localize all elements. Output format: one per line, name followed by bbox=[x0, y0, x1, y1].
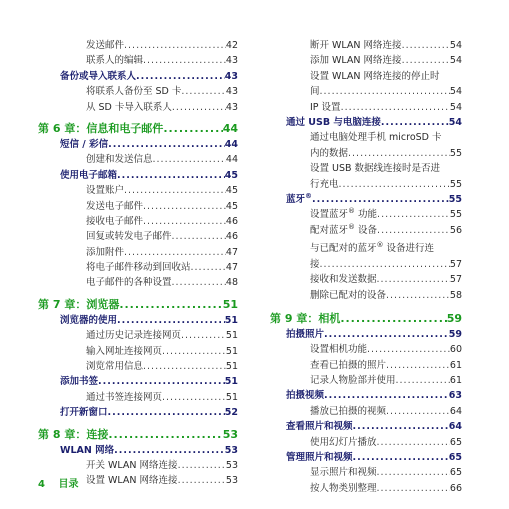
registered-mark: ® bbox=[348, 207, 356, 216]
toc-entry-label: 使用幻灯片播放 bbox=[310, 436, 377, 448]
dot-leader bbox=[353, 450, 449, 465]
toc-entry-label-cont: 接 bbox=[310, 258, 320, 270]
dot-leader bbox=[377, 435, 450, 450]
dot-leader bbox=[172, 229, 226, 244]
toc-entry-label: 接收电子邮件 bbox=[86, 215, 144, 227]
toc-entry-page: 52 bbox=[224, 407, 238, 419]
dot-leader bbox=[181, 84, 226, 99]
toc-list-left bbox=[38, 38, 238, 489]
dot-leader bbox=[320, 257, 450, 272]
toc-entry-label: 电子邮件的各种设置 bbox=[86, 277, 172, 289]
dot-leader bbox=[320, 84, 450, 99]
dot-leader bbox=[108, 427, 222, 443]
dot-leader bbox=[324, 388, 449, 403]
toc-item[interactable] bbox=[270, 272, 462, 287]
dot-leader bbox=[163, 121, 222, 137]
toc-section[interactable] bbox=[38, 69, 238, 84]
dot-leader bbox=[386, 288, 450, 303]
toc-item[interactable] bbox=[38, 359, 238, 374]
registered-mark: ® bbox=[305, 191, 313, 200]
toc-entry-page: 61 bbox=[449, 375, 462, 387]
toc-entry-label-cont: 内的数据 bbox=[310, 147, 349, 159]
toc-entry-label: 第 8 章：连接 bbox=[38, 427, 109, 441]
toc-item[interactable] bbox=[270, 161, 462, 192]
page-footer bbox=[38, 475, 88, 490]
footer-page-number: 4 bbox=[38, 479, 45, 490]
dot-leader bbox=[402, 38, 450, 53]
dot-leader bbox=[124, 38, 226, 53]
toc-entry-last-line bbox=[310, 177, 462, 192]
toc-entry-page: 60 bbox=[449, 344, 462, 356]
dot-leader bbox=[191, 260, 226, 275]
toc-entry-page: 44 bbox=[224, 138, 238, 150]
toc-entry-page: 44 bbox=[222, 121, 238, 135]
toc-entry-page: 54 bbox=[449, 101, 462, 113]
toc-entry-label: 创建和发送信息 bbox=[86, 154, 153, 166]
toc-entry-page: 46 bbox=[225, 231, 238, 243]
toc-item[interactable] bbox=[38, 38, 238, 53]
toc-entry-label: 将电子邮件移动到回收站 bbox=[86, 262, 191, 274]
toc-entry-page: 61 bbox=[449, 359, 462, 371]
dot-leader bbox=[117, 313, 225, 328]
toc-item[interactable] bbox=[270, 342, 462, 357]
toc-entry-page: 65 bbox=[449, 467, 462, 479]
toc-section[interactable] bbox=[38, 168, 238, 183]
dot-leader bbox=[172, 100, 226, 115]
dot-leader bbox=[312, 192, 449, 207]
toc-entry-page: 57 bbox=[449, 258, 462, 270]
toc-item[interactable] bbox=[38, 100, 238, 115]
toc-entry-page: 53 bbox=[225, 459, 238, 471]
toc-item[interactable] bbox=[270, 481, 462, 496]
toc-entry-page: 56 bbox=[449, 224, 462, 236]
toc-entry-label: 配对蓝牙® 设备 bbox=[310, 222, 378, 236]
toc-item[interactable] bbox=[270, 373, 462, 388]
toc-section[interactable] bbox=[270, 327, 462, 342]
toc-entry-label: 按人物类别整理 bbox=[310, 482, 377, 494]
toc-item[interactable] bbox=[38, 245, 238, 260]
toc-entry-page: 43 bbox=[225, 101, 238, 113]
toc-item[interactable] bbox=[270, 223, 462, 238]
toc-entry-page: 51 bbox=[224, 314, 238, 326]
toc-item[interactable] bbox=[38, 229, 238, 244]
toc-item[interactable] bbox=[270, 100, 462, 115]
toc-entry-label: 播放已拍摄的视频 bbox=[310, 405, 387, 417]
toc-entry-label: 从 SD 卡导入联系人 bbox=[86, 101, 172, 113]
toc-entry-page: 45 bbox=[225, 185, 238, 197]
toc-item[interactable] bbox=[38, 390, 238, 405]
toc-entry-page: 65 bbox=[449, 436, 462, 448]
toc-entry-page: 51 bbox=[224, 376, 238, 388]
toc-entry-label: WLAN 网络 bbox=[60, 444, 115, 456]
toc-chapter[interactable] bbox=[38, 297, 238, 313]
toc-entry-label-cont: 间 bbox=[310, 86, 320, 98]
toc-entry-label: 设置蓝牙® 功能 bbox=[310, 207, 378, 221]
toc-entry-label: 打开新窗口 bbox=[60, 407, 108, 419]
toc-entry-page: 54 bbox=[449, 55, 462, 67]
toc-entry-label: 查看已拍摄的照片 bbox=[310, 359, 387, 371]
toc-entry-page: 64 bbox=[448, 421, 462, 433]
toc-entry-label: 记录人物脸部并使用 bbox=[310, 375, 396, 387]
toc-item[interactable] bbox=[38, 152, 238, 167]
dot-leader bbox=[108, 137, 225, 152]
toc-item[interactable] bbox=[38, 214, 238, 229]
toc-section[interactable] bbox=[270, 450, 462, 465]
toc-section[interactable] bbox=[270, 192, 462, 207]
toc-entry-label: 通过书签连接网页 bbox=[86, 391, 163, 403]
toc-item[interactable] bbox=[270, 69, 462, 100]
toc-entry-label: 将联系人备份至 SD 卡 bbox=[86, 86, 182, 98]
toc-item[interactable] bbox=[38, 328, 238, 343]
dot-leader bbox=[124, 245, 226, 260]
toc-item[interactable] bbox=[270, 358, 462, 373]
toc-entry-label: 断开 WLAN 网络连接 bbox=[310, 39, 402, 51]
toc-entry-page: 45 bbox=[225, 200, 238, 212]
dot-leader bbox=[162, 390, 226, 405]
toc-left-column bbox=[38, 38, 238, 489]
toc-entry-label: 设置 USB 数据线连接时是否进 bbox=[310, 163, 441, 175]
toc-entry-page: 47 bbox=[225, 246, 238, 258]
toc-entry-page: 51 bbox=[225, 345, 238, 357]
toc-entry-page: 53 bbox=[225, 475, 238, 487]
dot-leader bbox=[143, 199, 226, 214]
dot-leader bbox=[178, 473, 226, 488]
dot-leader bbox=[136, 69, 225, 84]
toc-entry-label: 设置 WLAN 网络连接 bbox=[86, 475, 178, 487]
toc-item[interactable] bbox=[270, 207, 462, 222]
toc-entry-label: 显示照片和视频 bbox=[310, 467, 377, 479]
dot-leader bbox=[143, 359, 226, 374]
toc-section[interactable] bbox=[38, 313, 238, 328]
toc-entry-label: 第 7 章：浏览器 bbox=[38, 297, 120, 311]
dot-leader bbox=[353, 419, 449, 434]
dot-leader bbox=[108, 405, 225, 420]
toc-list-right bbox=[270, 38, 462, 496]
toc-entry-page: 48 bbox=[225, 277, 238, 289]
toc-item[interactable] bbox=[38, 275, 238, 290]
dot-leader bbox=[367, 342, 450, 357]
toc-entry-page: 55 bbox=[448, 193, 462, 205]
toc-entry-last-line bbox=[310, 84, 462, 99]
toc-entry-label: 回复或转发电子邮件 bbox=[86, 231, 172, 243]
toc-entry-label: 通过历史记录连接网页 bbox=[86, 330, 182, 342]
toc-entry-label: 通过电脑处理手机 microSD 卡 bbox=[310, 132, 442, 144]
toc-entry-label-cont: 行充电 bbox=[310, 178, 339, 190]
dot-leader bbox=[386, 358, 450, 373]
toc-entry-label: 拍摄视频 bbox=[286, 390, 325, 402]
toc-entry-page: 53 bbox=[224, 444, 238, 456]
toc-entry-page: 46 bbox=[225, 215, 238, 227]
toc-entry-label: 输入网址连接网页 bbox=[86, 345, 163, 357]
toc-item[interactable] bbox=[38, 199, 238, 214]
toc-entry-last-line bbox=[310, 257, 462, 272]
toc-entry-page: 64 bbox=[449, 405, 462, 417]
toc-item[interactable] bbox=[38, 260, 238, 275]
toc-entry-label: 发送邮件 bbox=[86, 39, 125, 51]
toc-entry-label: 备份或导入联系人 bbox=[60, 70, 137, 82]
toc-item[interactable] bbox=[38, 344, 238, 359]
toc-entry-page: 63 bbox=[448, 390, 462, 402]
dot-leader bbox=[98, 374, 225, 389]
toc-item[interactable] bbox=[270, 53, 462, 68]
dot-leader bbox=[381, 115, 449, 130]
toc-section[interactable] bbox=[270, 115, 462, 130]
registered-mark: ® bbox=[376, 241, 384, 250]
dot-leader bbox=[117, 168, 225, 183]
toc-entry-page: 55 bbox=[449, 178, 462, 190]
dot-leader bbox=[124, 183, 226, 198]
toc-item[interactable] bbox=[38, 458, 238, 473]
toc-entry-page: 53 bbox=[222, 427, 238, 441]
toc-entry-label: IP 设置 bbox=[310, 101, 341, 113]
dot-leader bbox=[153, 152, 226, 167]
toc-entry-page: 57 bbox=[449, 274, 462, 286]
toc-entry-label: 设置账户 bbox=[86, 185, 125, 197]
toc-entry-label: 浏览器的使用 bbox=[60, 314, 118, 326]
toc-entry-label: 与已配对的蓝牙® 设备进行连 bbox=[310, 241, 435, 255]
toc-entry-page: 55 bbox=[449, 209, 462, 221]
toc-entry-label: 短信 / 彩信 bbox=[60, 138, 109, 150]
toc-entry-label: 蓝牙® bbox=[286, 191, 313, 205]
toc-chapter[interactable] bbox=[38, 427, 238, 443]
toc-entry-page: 54 bbox=[448, 116, 462, 128]
dot-leader bbox=[119, 297, 222, 313]
toc-chapter[interactable] bbox=[270, 311, 462, 327]
toc-entry-page: 58 bbox=[449, 289, 462, 301]
toc-entry-label: 设置相机功能 bbox=[310, 344, 368, 356]
toc-entry-page: 54 bbox=[449, 39, 462, 51]
toc-item[interactable] bbox=[270, 238, 462, 272]
dot-leader bbox=[348, 146, 450, 161]
dot-leader bbox=[339, 177, 450, 192]
toc-right-column bbox=[270, 38, 462, 496]
toc-entry-label: 添加附件 bbox=[86, 246, 125, 258]
dot-leader bbox=[396, 373, 450, 388]
toc-entry-label: 设置 WLAN 网络连接的停止时 bbox=[310, 70, 440, 82]
dot-leader bbox=[377, 223, 450, 238]
dot-leader bbox=[324, 327, 449, 342]
toc-entry-page: 47 bbox=[225, 262, 238, 274]
toc-entry-page: 42 bbox=[225, 39, 238, 51]
toc-entry-page: 66 bbox=[449, 482, 462, 494]
toc-entry-page: 55 bbox=[449, 147, 462, 159]
toc-item[interactable] bbox=[38, 84, 238, 99]
toc-entry-label: 通过 USB 与电脑连接 bbox=[286, 116, 381, 128]
toc-entry-label: 添加书签 bbox=[60, 376, 99, 388]
toc-entry-page: 65 bbox=[448, 452, 462, 464]
toc-entry-label: 联系人的编辑 bbox=[86, 55, 144, 67]
toc-entry-label: 拍摄照片 bbox=[286, 328, 325, 340]
toc-entry-label: 添加 WLAN 网络连接 bbox=[310, 55, 402, 67]
toc-entry-last-line bbox=[310, 146, 462, 161]
dot-leader bbox=[377, 272, 450, 287]
dot-leader bbox=[377, 207, 450, 222]
toc-item[interactable] bbox=[270, 465, 462, 480]
toc-entry-page: 51 bbox=[225, 330, 238, 342]
footer-section-title: 目录 bbox=[58, 479, 79, 490]
toc-item[interactable] bbox=[38, 183, 238, 198]
toc-entry-page: 59 bbox=[446, 311, 462, 325]
toc-entry-page: 54 bbox=[449, 86, 462, 98]
toc-entry-page: 44 bbox=[225, 154, 238, 166]
toc-entry-label: 使用电子邮箱 bbox=[60, 169, 118, 181]
dot-leader bbox=[386, 404, 450, 419]
dot-leader bbox=[341, 100, 450, 115]
toc-entry-label: 接收和发送数据 bbox=[310, 274, 377, 286]
dot-leader bbox=[340, 311, 446, 327]
toc-item[interactable] bbox=[38, 53, 238, 68]
toc-section[interactable] bbox=[38, 374, 238, 389]
toc-entry-label: 第 6 章：信息和电子邮件 bbox=[38, 121, 164, 135]
toc-entry-page: 59 bbox=[448, 328, 462, 340]
toc-chapter[interactable] bbox=[38, 121, 238, 137]
toc-entry-page: 43 bbox=[225, 55, 238, 67]
dot-leader bbox=[143, 214, 226, 229]
toc-entry-page: 51 bbox=[225, 391, 238, 403]
dot-leader bbox=[377, 465, 450, 480]
toc-section[interactable] bbox=[38, 137, 238, 152]
dot-leader bbox=[172, 275, 226, 290]
toc-item[interactable] bbox=[270, 130, 462, 161]
dot-leader bbox=[178, 458, 226, 473]
toc-item[interactable] bbox=[270, 435, 462, 450]
toc-entry-page: 51 bbox=[222, 297, 238, 311]
toc-entry-page: 43 bbox=[225, 86, 238, 98]
toc-entry-page: 43 bbox=[224, 70, 238, 82]
toc-entry-label: 第 9 章：相机 bbox=[270, 311, 341, 325]
toc-item[interactable] bbox=[270, 38, 462, 53]
dot-leader bbox=[181, 328, 226, 343]
toc-section[interactable] bbox=[270, 419, 462, 434]
toc-entry-label: 管理照片和视频 bbox=[286, 452, 353, 464]
toc-entry-label: 开关 WLAN 网络连接 bbox=[86, 459, 178, 471]
dot-leader bbox=[402, 53, 450, 68]
toc-entry-page: 45 bbox=[224, 169, 238, 181]
registered-mark: ® bbox=[348, 222, 356, 231]
toc-section[interactable] bbox=[38, 443, 238, 458]
toc-section[interactable] bbox=[38, 405, 238, 420]
dot-leader bbox=[162, 344, 226, 359]
toc-entry-label: 发送电子邮件 bbox=[86, 200, 144, 212]
toc-item[interactable] bbox=[270, 288, 462, 303]
toc-entry-label: 删除已配对的设备 bbox=[310, 289, 387, 301]
toc-item[interactable] bbox=[270, 404, 462, 419]
toc-entry-label: 查看照片和视频 bbox=[286, 421, 353, 433]
toc-entry-label: 浏览常用信息 bbox=[86, 361, 144, 373]
toc-section[interactable] bbox=[270, 388, 462, 403]
dot-leader bbox=[114, 443, 225, 458]
dot-leader bbox=[377, 481, 450, 496]
toc-entry-page: 51 bbox=[225, 361, 238, 373]
dot-leader bbox=[143, 53, 226, 68]
